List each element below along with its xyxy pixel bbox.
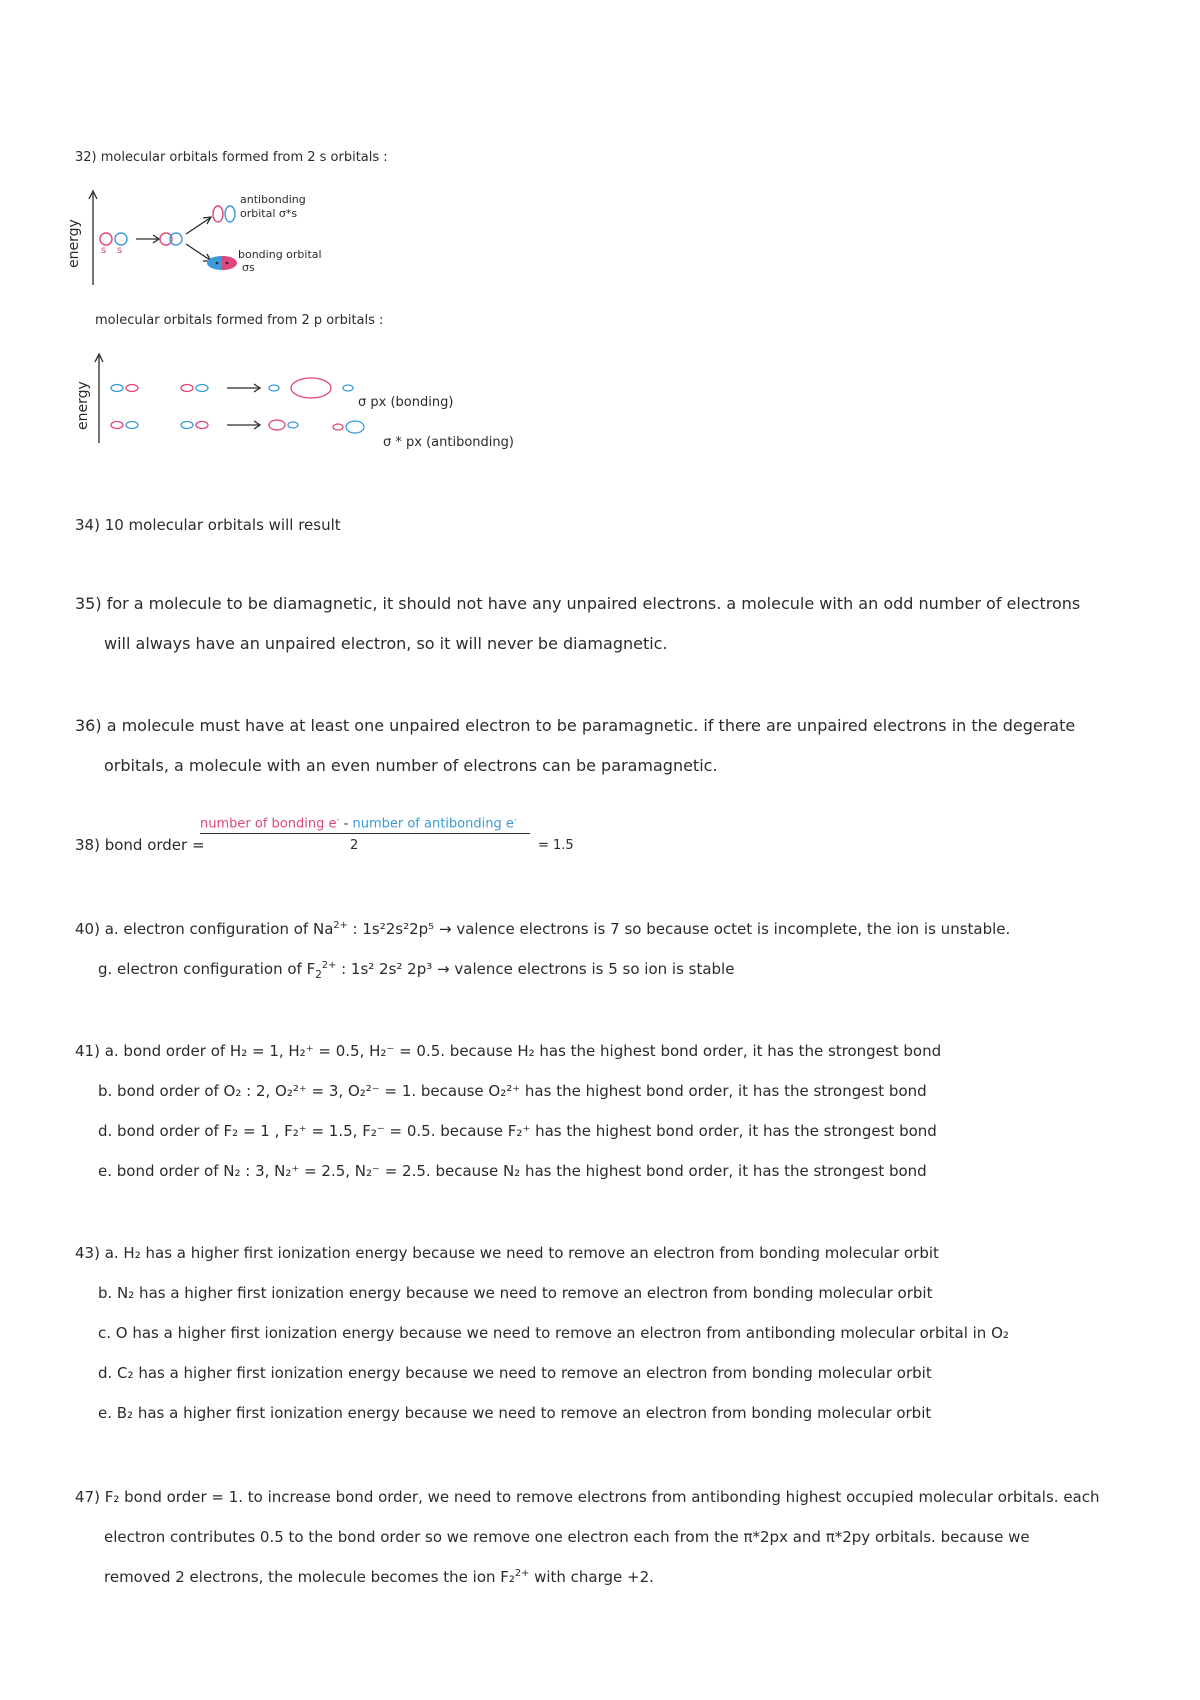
q43-d: d. C₂ has a higher first ionization energy because we need to remove an electron from bonding molecular orbit — [98, 1364, 932, 1382]
q40-a-rest: → valence electrons is 7 so because octet is incomplete, the ion is unstable. — [438, 920, 1011, 938]
p-orbital-diagram — [80, 348, 380, 448]
q40-a — [75, 920, 1010, 938]
q36-line2: orbitals, a molecule with an even number of electrons can be paramagnetic. — [104, 756, 718, 775]
s-label-2: s — [117, 245, 123, 256]
q34-text: 34) 10 molecular orbitals will result — [75, 516, 341, 534]
q32-p-heading: molecular orbitals formed from 2 p orbitals : — [95, 313, 384, 328]
sigma-px-bonding-label: σ px (bonding) — [358, 395, 454, 410]
q41-d: d. bond order of F₂ = 1 , F₂⁺ = 1.5, F₂⁻ = 0.5. because F₂⁺ has the highest bond order, it has the strongest bond — [98, 1122, 937, 1140]
q32-p-energy-axis-label: energy — [75, 381, 91, 430]
q38-label: 38) bond order = — [75, 836, 205, 854]
q40-g-charge: 2+ — [321, 960, 337, 971]
bonding-label-line1: bonding orbital — [238, 248, 322, 261]
q40-g-config: : 1s² 2s² 2p³ — [341, 960, 433, 978]
q47-line1: 47) F₂ bond order = 1. to increase bond order, we need to remove electrons from antibonding highest occupied molecular orbitals. each — [75, 1488, 1100, 1506]
q40-a-config: : 1s²2s²2p⁵ — [352, 920, 435, 938]
q38-numerator: number of bonding e- - number of antibonding e- — [200, 814, 517, 832]
q40-g: g. electron configuration of $F_2^{2+}$ : 1s² 2s² 2p³ → valence electrons is 5 so ion is stable — [98, 960, 735, 981]
s-orbital-diagram — [60, 185, 380, 295]
q35-line2: will always have an unpaired electron, so it will never be diamagnetic. — [104, 634, 668, 653]
sigma-px-antibonding-label: σ * px (antibonding) — [383, 435, 514, 450]
q40-a-prefix: 40) a. electron configuration of Na — [75, 920, 334, 938]
antibonding-label-line2: orbital σ*s — [240, 207, 298, 220]
numerator-bonding: number of bonding e — [200, 816, 337, 832]
q43-c: c. O has a higher first ionization energy because we need to remove an electron from antibonding molecular orbital in O₂ — [98, 1324, 1009, 1342]
q35-line1: 35) for a molecule to be diamagnetic, it should not have any unpaired electrons. a molecule with an odd number of electrons — [75, 594, 1081, 613]
q47-line3-post: with charge +2. — [529, 1568, 654, 1586]
q38-denominator: 2 — [350, 838, 359, 853]
q41-a: 41) a. bond order of H₂ = 1, H₂⁺ = 0.5, H₂⁻ = 0.5. because H₂ has the highest bond order, it has the strongest bond — [75, 1042, 942, 1060]
q41-e: e. bond order of N₂ : 3, N₂⁺ = 2.5, N₂⁻ = 2.5. because N₂ has the highest bond order, it has the strongest bond — [98, 1162, 927, 1180]
q36-line1: 36) a molecule must have at least one unpaired electron to be paramagnetic. if there are unpaired electrons in the degerate — [75, 716, 1076, 735]
q32-heading: 32) molecular orbitals formed from 2 s orbitals : — [75, 150, 388, 165]
q41-b: b. bond order of O₂ : 2, O₂²⁺ = 3, O₂²⁻ = 1. because O₂²⁺ has the highest bond order, it has the strongest bond — [98, 1082, 927, 1100]
q32-energy-axis-label: energy — [66, 219, 82, 268]
numerator-minus: - — [339, 816, 353, 832]
q47-line3 — [104, 1568, 654, 1586]
q43-b: b. N₂ has a higher first ionization energy because we need to remove an electron from bonding molecular orbit — [98, 1284, 933, 1302]
q47-line3-pre: removed 2 electrons, the molecule becomes the ion F₂ — [104, 1568, 515, 1586]
bonding-label-line2: σs — [242, 261, 255, 274]
q40-a-charge: 2+ — [333, 920, 348, 931]
q38-result: = 1.5 — [538, 838, 574, 853]
q43-e: e. B₂ has a higher first ionization energy because we need to remove an electron from bonding molecular orbit — [98, 1404, 932, 1422]
q47-line2: electron contributes 0.5 to the bond order so we remove one electron each from the π*2px and π*2py orbitals. because we — [104, 1528, 1030, 1546]
q43-a: 43) a. H₂ has a higher first ionization energy because we need to remove an electron from bonding molecular orbit — [75, 1244, 939, 1262]
q38-fraction-bar — [200, 833, 530, 834]
numerator-antibonding: number of antibonding e — [352, 816, 514, 832]
q47-line3-charge: 2+ — [514, 1568, 530, 1579]
q40-g-rest: → valence electrons is 5 so ion is stable — [437, 960, 735, 978]
q40-g-prefix: g. electron configuration of F — [98, 960, 316, 978]
s-label-1: s — [101, 245, 107, 256]
antibonding-label-line1: antibonding — [240, 193, 306, 206]
